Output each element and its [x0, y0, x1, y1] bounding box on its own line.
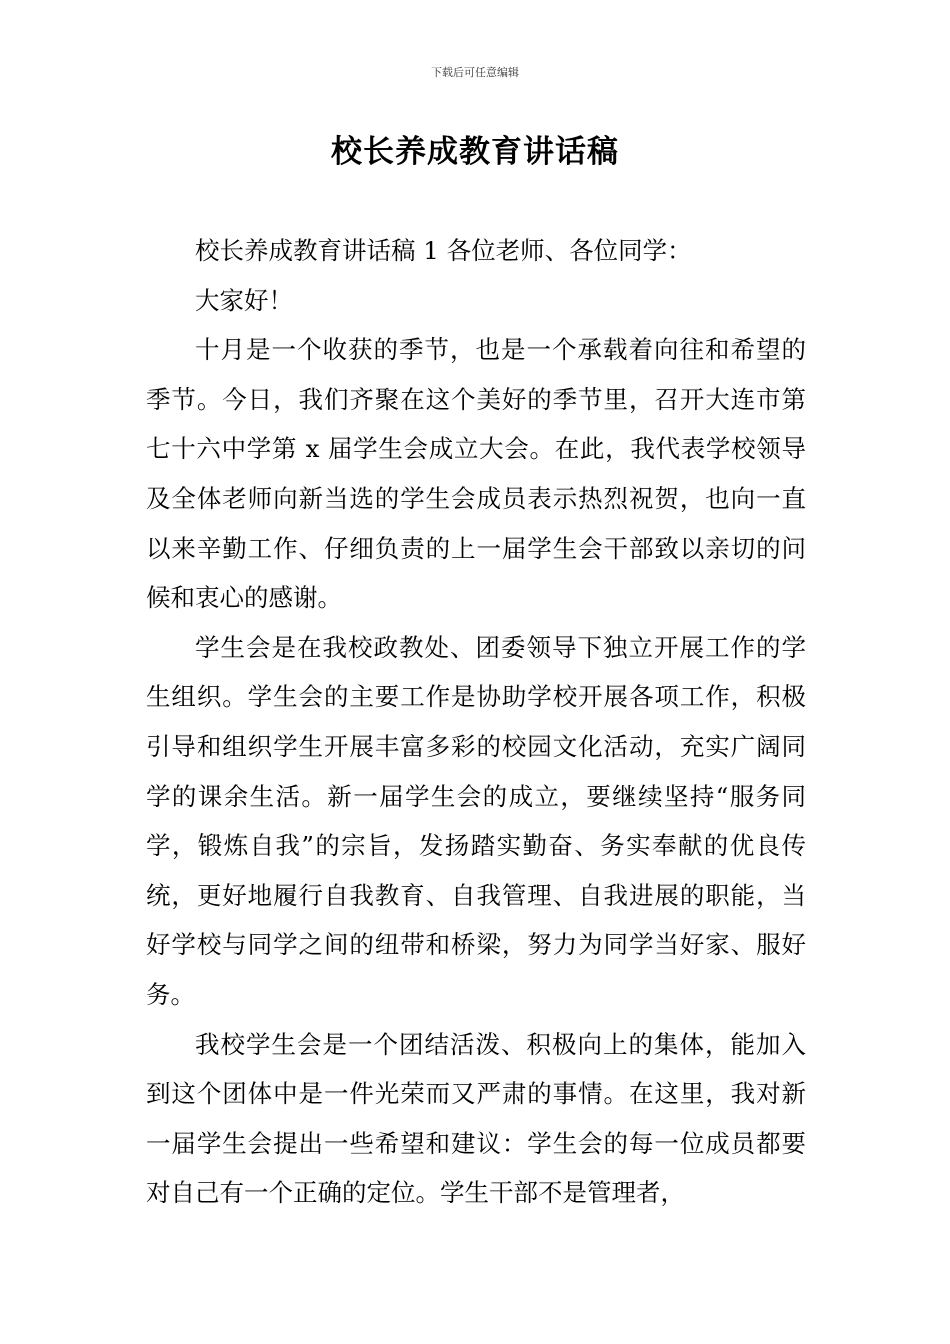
paragraph-expectations: 我校学生会是一个团结活泼、积极向上的集体，能加入到这个团体中是一件光荣而又严肃的事情。在这里，我对新一届学生会提出一些希望和建议：学生会的每一位成员都要对自己有一个正确的定位。学生干部不是管理者， [146, 1029, 806, 1208]
paragraph-greeting-line: 校长养成教育讲话稿 1 各位老师、各位同学： [195, 236, 692, 265]
document-body [146, 226, 806, 1218]
header-note: 下载后可任意编辑 [431, 66, 519, 79]
paragraph-hello: 大家好！ [195, 285, 293, 315]
document-title: 校长养成教育讲话稿 [331, 134, 619, 170]
paragraph-student-union: 学生会是在我校政教处、团委领导下独立开展工作的学生组织。学生会的主要工作是协助学校开展各项工作，积极引导和组织学生开展丰富多彩的校园文化活动，充实广阔同学的课余生活。新一届学生会的成立，要继续坚持“服务同学，锻炼自我”的宗旨，发扬踏实勤奋、务实奉献的优良传统，更好地履行自我教育、自我管理、自我进展的职能，当好学校与同学之间的纽带和桥梁，努力为同学当好家、服好务。 [146, 632, 806, 1009]
paragraph-october: 十月是一个收获的季节，也是一个承载着向往和希望的季节。今日，我们齐聚在这个美好的季节里，召开大连市第七十六中学第 x 届学生会成立大会。在此，我代表学校领导及全体老师向新当选的学生会成员表示热烈祝贺，也向一直以来辛勤工作、仔细负责的上一届学生会干部致以亲切的问候和衷心的感谢。 [146, 335, 806, 613]
